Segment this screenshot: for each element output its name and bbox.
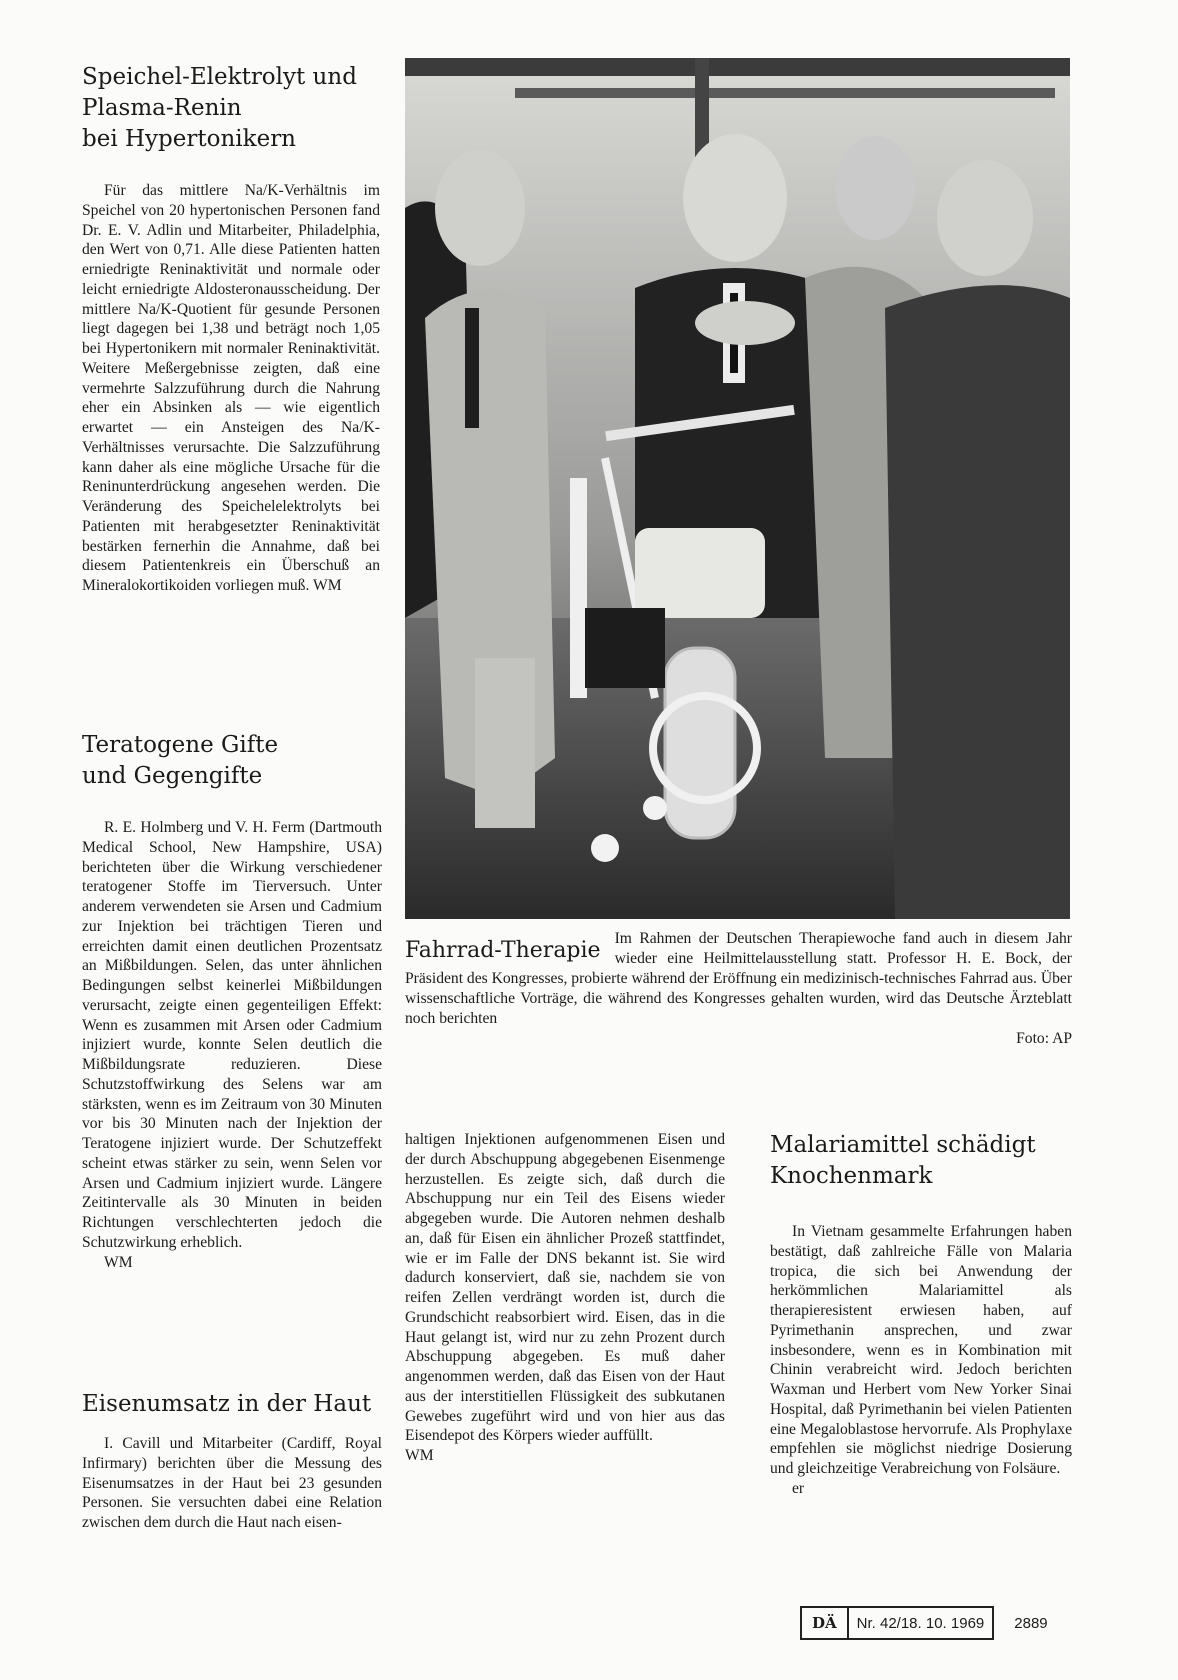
article-body-continued: haltigen Injektionen aufgenommenen Eisen und der durch Abschuppung abgegebenen Eisenmenge herzustellen. Es zeigte sich, daß durch die Abschuppung nur ein Teil des Eisens wieder abgegeben wurde. Die Autoren nehmen deshalb an, daß für Eisen ein ähnlicher Prozeß stattfindet, wie er im Falle der DNS bekannt ist. Sie wird dadurch konserviert, daß sie, nachdem sie von reifen Zellen verdrängt worden ist, durch die Grundschicht reabsorbiert wird. Eisen, das in die Haut gelangt ist, wird nur zu zehn Prozent durch Abschuppung abgegeben. Es muß daher angenommen werden, daß das Eisen von der Haut aus der interstitiellen Flüssigkeit des subkutanen Gewebes zugeführt wird und von hier aus das Eisendepot des Körpers wieder auffüllt. WM [405,1131,725,1464]
journal-issue-box [800,1606,994,1640]
issue-date: Nr. 42/18. 10. 1969 [856,1614,985,1632]
article-eisenumsatz-continued [405,1130,725,1466]
article-body: In Vietnam gesammelte Erfahrungen haben bestätigt, daß zahlreiche Fälle von Malaria tropica, die sich bei Anwendung der herkömmlichen Malariamittel als therapieresistent erwiesen haben, auf Pyrimethanin ansprechen, und zwar insbesondere, wenn es in Kombination mit Chinin verabreicht wird. Jedoch berichten Waxman und Herbert vom New Yorker Sinai Hospital, daß Pyrimethanin bei vielen Patienten eine Megaloblastose hervorrufe. Als Prophylaxe empfehlen sie möglichst niedrige Dosierung und gleichzeitige Verabreichung von Folsäure. er [770,1223,1072,1497]
article-speichel [82,62,382,596]
article-malariamittel [770,1130,1072,1499]
caption-title: Fahrrad-Therapie [405,938,601,963]
article-title: Eisenumsatz in der Haut [82,1391,372,1417]
article-signature: er [792,1479,805,1497]
article-signature: WM [405,1447,434,1464]
article-body: Für das mittlere Na/K-Verhältnis im Speichel von 20 hypertonischen Personen fand Dr. E. V. Adlin und Mitarbeiter, Philadelphia, den Wert von 0,71. Alle diese Patienten hatten erniedrigte Reninaktivität und normale oder leicht erniedrigte Aldosteronausscheidung. Der mittlere Na/K-Quotient für gesunde Personen liegt dagegen bei 1,38 und beträgt noch 1,05 bei Hypertonikern mit normaler Reninaktivität. Weitere Meßergebnisse zeigten, daß eine vermehrte Salzzuführung durch die Nahrung eher ein Absinken als — wie eigentlich erwartet — ein Ansteigen des Na/K-Verhältnisses verursachte. Die Salzzuführung kann daher als eine mögliche Ursache für die Reninunterdrückung angesehen werden. Die Veränderung des Speichelelektrolyts bei Patienten mit herabgesetzter Reninaktivität bestärken fernerhin die Annahme, daß bei diesem Patientenkreis ein Überschuß an Mineralokortikoiden vorliegen muß. WM [82,182,380,594]
photo-fahrrad-therapie [405,58,1070,919]
article-teratogene [82,730,382,1272]
article-title: Teratogene Gifte und Gegengifte [82,732,279,789]
photo-credit: Foto: AP [1016,1030,1072,1047]
article-signature: WM [104,1253,133,1271]
article-title: Malariamittel schädigt Knochenmark [770,1132,1036,1189]
journal-abbreviation: DÄ [802,1608,849,1638]
article-body: I. Cavill und Mitarbeiter (Cardiff, Royal Infirmary) berichten über die Messung des Eisenumsatzes in der Haut bei 23 gesunden Personen. Sie versuchten dabei eine Relation zwischen dem durch die Haut nach eisen- [82,1435,382,1531]
page-number: 2889 [1014,1614,1048,1632]
caption-text: Im Rahmen der Deutschen Therapiewoche fand auch in diesem Jahr wieder eine Heilmittelausstellung statt. Professor H. E. Bock, der Präsident des Kongresses, probierte während der Eröffnung ein medizinisch-technisches Fahrrad aus. Über wissenschaftliche Vorträge, die während des Kongresses gehalten wurden, wird das Deutsche Ärzteblatt noch berichten Foto: AP [405,930,1073,1047]
photo-caption [405,929,1072,1049]
article-body: R. E. Holmberg und V. H. Ferm (Dartmouth Medical School, New Hampshire, USA) berichteten über die Wirkung verschiedener teratogener Stoffe im Tierversuch. Unter anderem verwendeten sie Arsen und Cadmium zur Injektion bei trächtigen Tieren und erreichten damit einen deutlichen Prozentsatz an Mißbildungen. Selen, das unter ähnlichen Bedingungen selbst keinerlei Mißbildungen verursacht, zeigte einen gegenteiligen Effekt: Wenn es zusammen mit Arsen oder Cadmium injiziert wurde, konnte Selen deutlich die Mißbildungsrate reduzieren. Diese Schutzstoffwirkung des Selens war am stärksten, wenn es im Zeitraum von 30 Minuten vor bis 30 Minuten nach der Injektion der Teratogene injiziert wurde. Der Schutzeffekt scheint etwas stärker zu sein, wenn Selen vor Arsen und Cadmium injiziert wurde. Längere Zeitintervalle als 30 Minuten in beiden Richtungen verschlechterten jedoch die Schutzwirkung erheblich. WM [82,819,382,1271]
page-footer [800,1607,1048,1639]
article-title: Speichel-Elektrolyt und Plasma-Renin bei Hypertonikern [82,64,357,152]
photo-illustration [405,58,1070,919]
article-eisenumsatz [82,1389,382,1533]
